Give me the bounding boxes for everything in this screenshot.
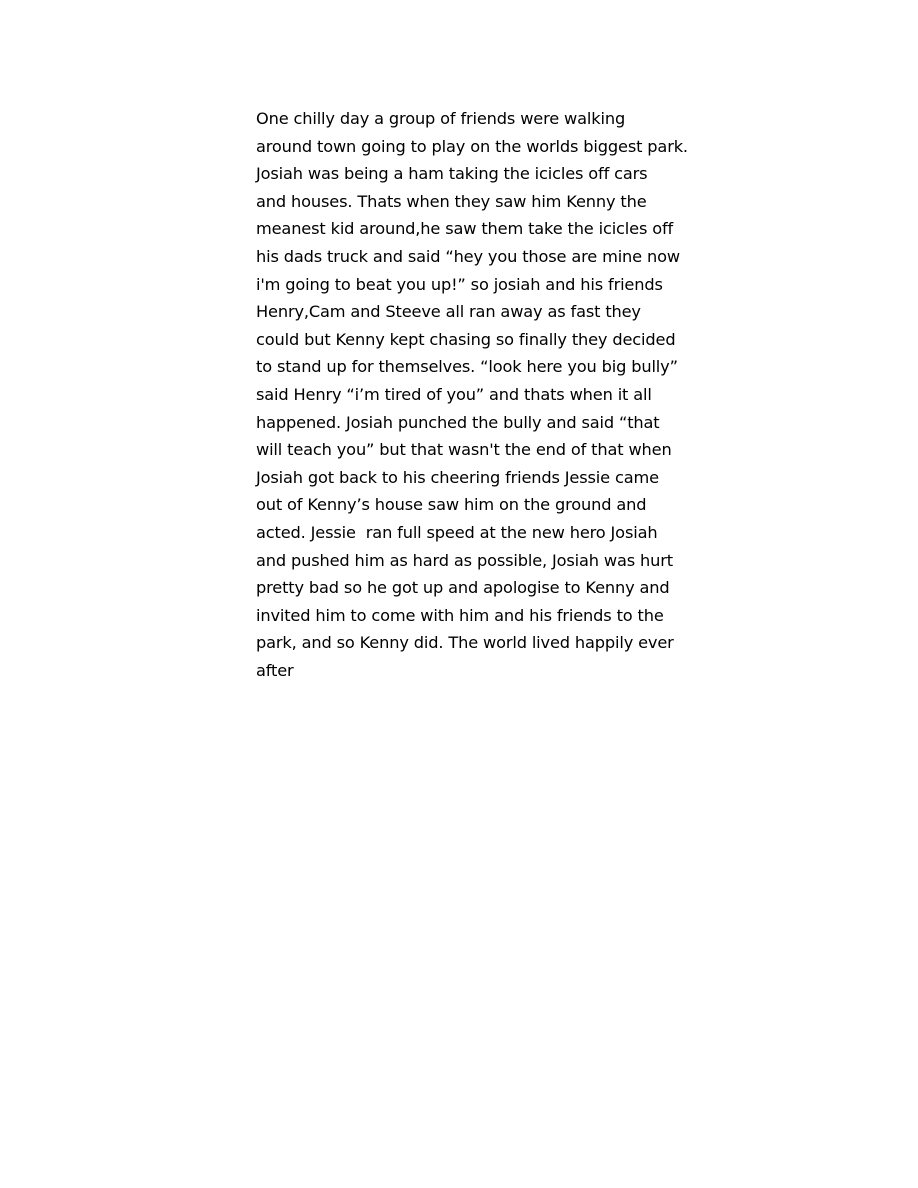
text-line: and houses. Thats when they saw him Kenny the bbox=[256, 191, 647, 211]
text-line: acted. Jessie ran full speed at the new hero Josiah bbox=[256, 522, 658, 542]
text-line: meanest kid around,he saw them take the icicles off bbox=[256, 219, 674, 239]
text-line: could but Kenny kept chasing so finally they decided bbox=[256, 329, 676, 349]
text-line: around town going to play on the worlds biggest park. bbox=[256, 136, 688, 156]
text-line: i'm going to beat you up!” so josiah and his friends bbox=[256, 274, 663, 294]
story-paragraph bbox=[256, 105, 716, 684]
text-line: will teach you” but that wasn't the end of that when bbox=[256, 440, 672, 460]
text-line: Henry,Cam and Steeve all ran away as fast they bbox=[256, 302, 641, 322]
text-line: Josiah was being a ham taking the icicles off cars bbox=[256, 164, 648, 184]
text-line: and pushed him as hard as possible, Josiah was hurt bbox=[256, 550, 673, 570]
text-line: One chilly day a group of friends were walking bbox=[256, 109, 626, 128]
text-line: his dads truck and said “hey you those are mine now bbox=[256, 246, 680, 266]
text-line: pretty bad so he got up and apologise to Kenny and bbox=[256, 578, 670, 598]
text-line: Josiah got back to his cheering friends Jessie came bbox=[256, 467, 659, 487]
text-line: said Henry “i’m tired of you” and thats when it all bbox=[256, 384, 652, 404]
text-line: happened. Josiah punched the bully and said “that bbox=[256, 412, 660, 432]
text-line: to stand up for themselves. “look here you big bully” bbox=[256, 357, 678, 377]
text-line: out of Kenny’s house saw him on the ground and bbox=[256, 495, 647, 515]
text-line: after bbox=[256, 660, 294, 680]
text-line: park, and so Kenny did. The world lived happily ever bbox=[256, 633, 674, 653]
text-line: invited him to come with him and his friends to the bbox=[256, 605, 664, 625]
